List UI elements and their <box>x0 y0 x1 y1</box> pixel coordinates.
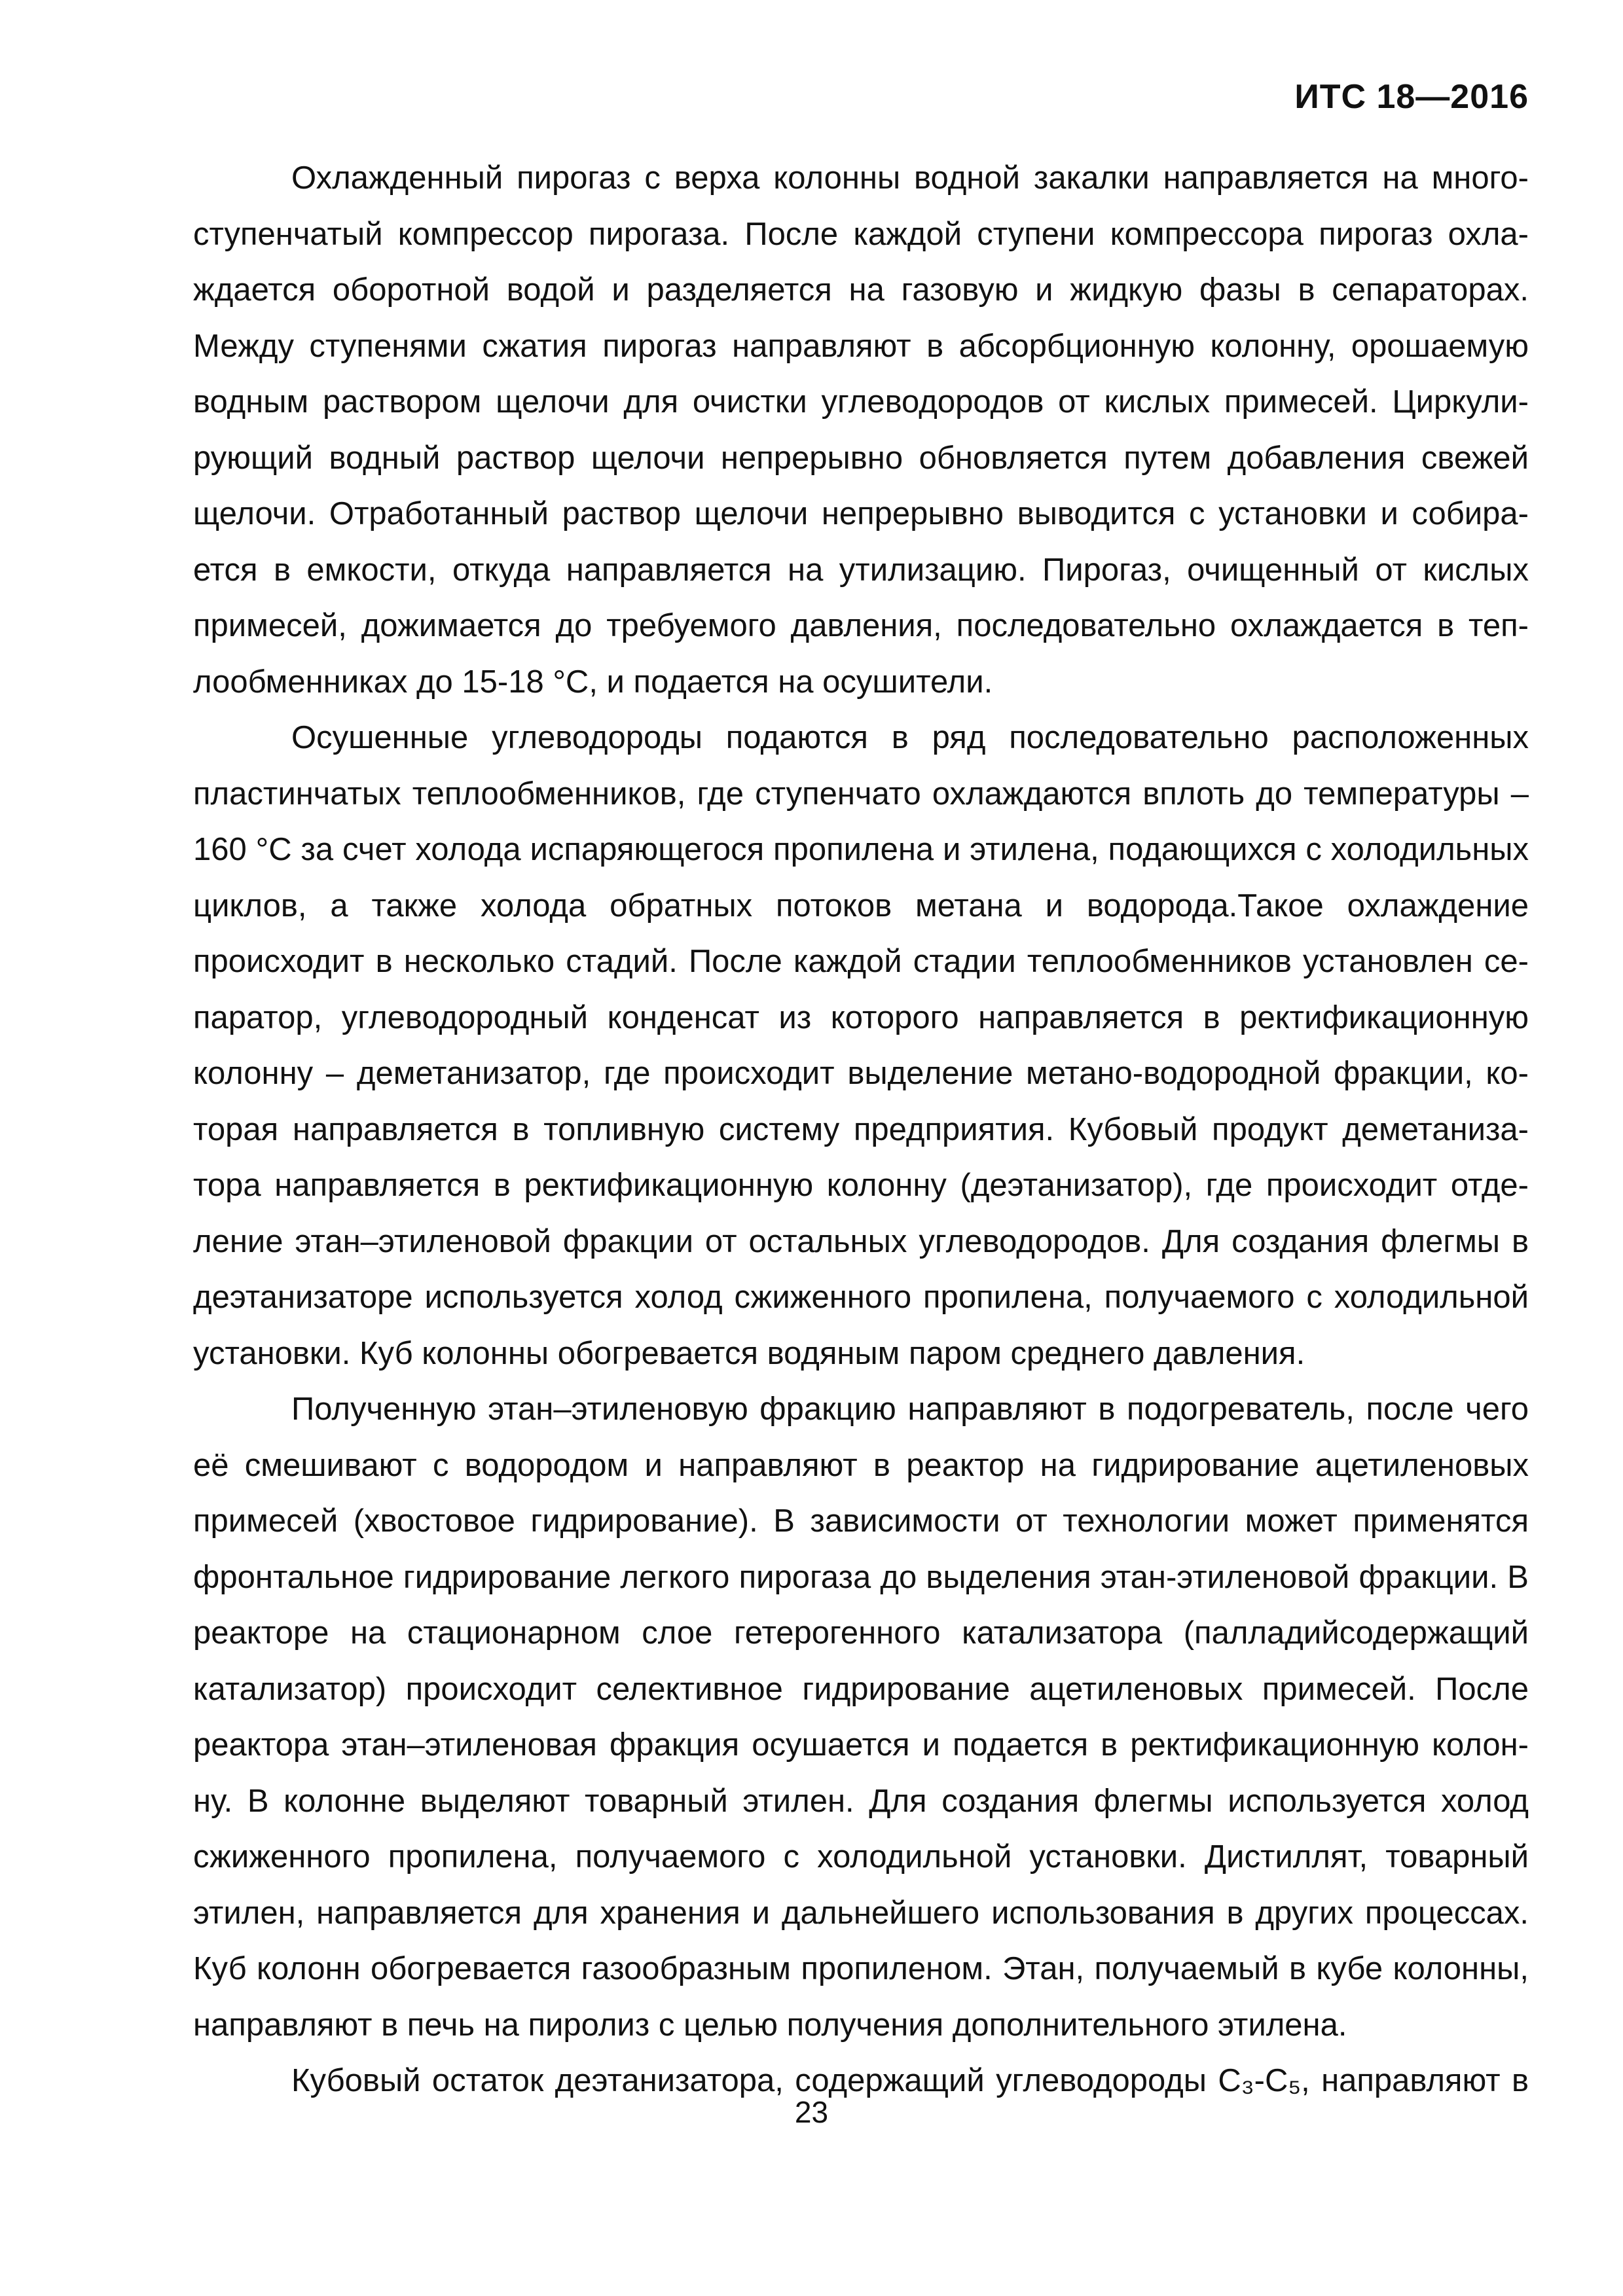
document-code-header: ИТС 18—2016 <box>1294 78 1529 116</box>
paragraph-deethanizer-bottoms: Кубовый остаток деэтанизатора, содержащий углеводороды С₃-С₅, направляют в <box>291 2063 1529 2098</box>
page-number: 23 <box>794 2095 829 2129</box>
document-body <box>193 151 1529 2109</box>
paragraph-hydrogenation: Полученную этан–этиленовую фракцию направляют в подогреватель, после чего её смешивают с водородом и направляют в реактор на гидрирование ацетиленовых примесей (хвостовое гидрирование). В зависимости от технологии может применятся фронтальное гидрирование легкого пирогаза до выделения этан-этиленовой фракции. В реакторе на стационарном слое гетерогенного катализатора (палладийсодержащий катализатор) происходит селективное гидрирование ацетиленовых примесей. После реактора этан–этиленовая фракция осушается и подается в ректификационную колонну. В колонне выделяют товарный этилен. Для создания флегмы используется холод сжиженного пропилена, получаемого с холодильной установки. Дистиллят, товарный этилен, направляется для хранения и дальнейшего использования в других процессах. Куб колонн обогревается газообразным пропиленом. Этан, получаемый в кубе колонны, направляют в печь на пиролиз с целью получения дополнительного этилена. <box>193 1391 1529 2043</box>
paragraph-pyrogas-compression: Охлажденный пирогаз с верха колонны водной закалки направляется на многоступенчатый компрессор пирогаза. После каждой ступени компрессора пирогаз охлаждается оборотной водой и разделяется на газовую и жидкую фазы в сепараторах. Между ступенями сжатия пирогаз направляют в абсорбционную колонну, орошаемую водным раствором щелочи для очистки углеводородов от кислых примесей. Циркулирующий водный раствор щелочи непрерывно обновляется путем добавления свежей щелочи. Отработанный раствор щелочи непрерывно выводится с установки и собирается в емкости, откуда направляется на утилизацию. Пирогаз, очищенный от кислых примесей, дожимается до требуемого давления, последовательно охлаждается в теплообменниках до 15-18 °С, и подается на осушители. <box>193 160 1529 700</box>
paragraph-cooling-demethanizer: Осушенные углеводороды подаются в ряд последовательно расположенных пластинчатых теплообменников, где ступенчато охлаждаются вплоть до температуры – 160 °С за счет холода испаряющегося пропилена и этилена, подающихся с холодильных циклов, а также холода обратных потоков метана и водорода.Такое охлаждение происходит в несколько стадий. После каждой стадии теплообменников установлен сепаратор, углеводородный конденсат из которого направляется в ректификационную колонну – деметанизатор, где происходит выделение метано-водородной фракции, которая направляется в топливную систему предприятия. Кубовый продукт деметанизатора направляется в ректификационную колонну (деэтанизатор), где происходит отделение этан–этиленовой фракции от остальных углеводородов. Для создания флегмы в деэтанизаторе используется холод сжиженного пропилена, получаемого с холодильной установки. Куб колонны обогревается водяным паром среднего давления. <box>193 720 1529 1371</box>
